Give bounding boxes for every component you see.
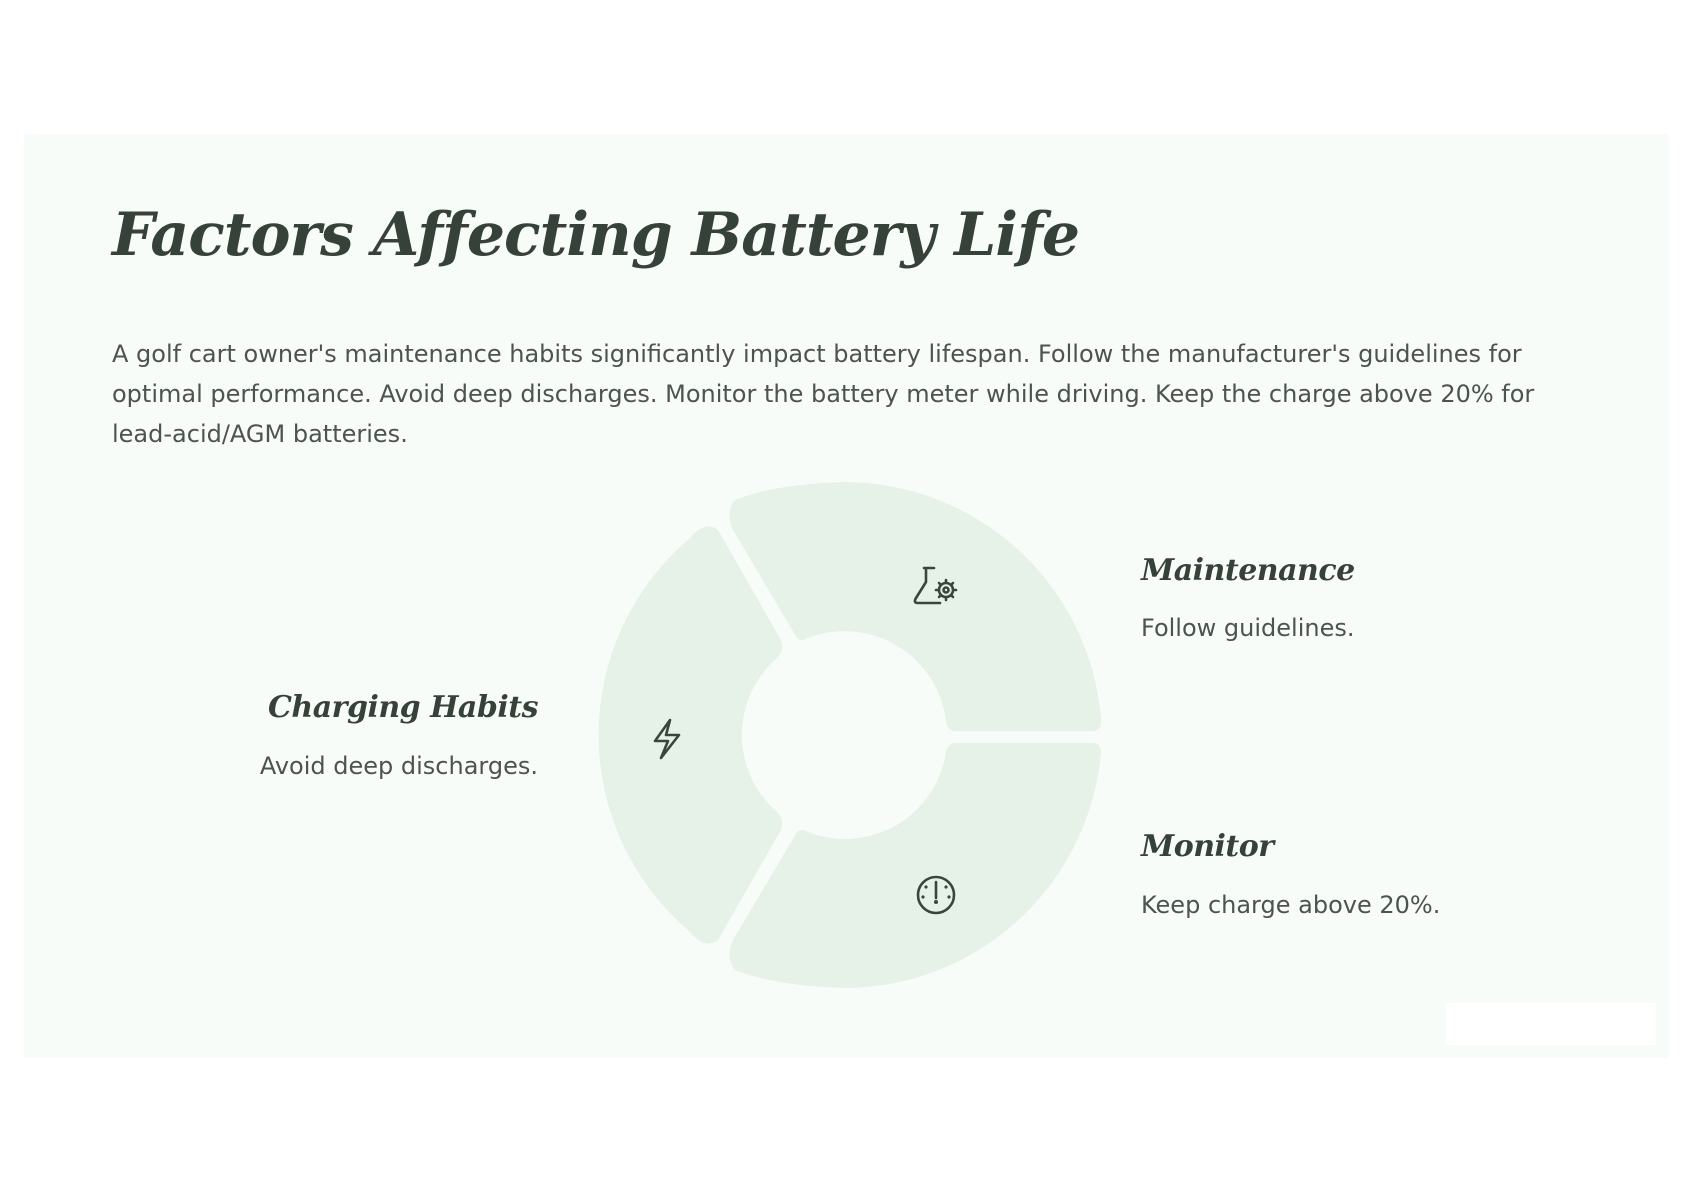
corner-placeholder xyxy=(1446,1003,1656,1045)
monitor-description: Keep charge above 20%. xyxy=(1141,891,1441,919)
monitor-segment xyxy=(729,743,1101,988)
monitor-heading: Monitor xyxy=(1141,829,1274,864)
charging-habits-heading: Charging Habits xyxy=(268,690,538,725)
maintenance-description: Follow guidelines. xyxy=(1141,614,1355,642)
maintenance-heading: Maintenance xyxy=(1141,553,1355,588)
maintenance-segment xyxy=(729,482,1101,731)
charging-habits-segment xyxy=(599,526,783,943)
intro-paragraph: A golf cart owner's maintenance habits significantly impact battery lifespan. Follow the manufacturer's guidelines for optimal performance. Avoid deep discharges. Monitor the battery meter while driving. Keep the charge above 20% for lead-acid/AGM batteries. xyxy=(112,340,1535,448)
page-title: Factors Affecting Battery Life xyxy=(112,200,1080,270)
charging-habits-description: Avoid deep discharges. xyxy=(259,752,538,780)
